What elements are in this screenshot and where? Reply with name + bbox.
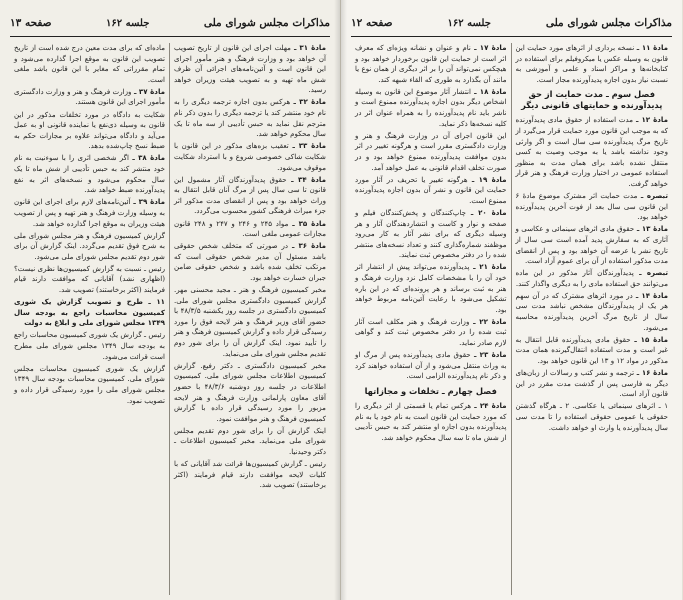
article-paragraph — [14, 43, 165, 85]
article-number: تبصره ـ — [637, 191, 668, 201]
article-number: مادهٔ ۳۳ ـ — [288, 141, 327, 151]
article-paragraph — [174, 141, 326, 173]
article-paragraph — [516, 335, 669, 367]
article-text: آئین‌نامه‌های لازم برای اجرای این قانون به وسیله وزارت فرهنگ و هنر تهیه و پس از تصویب هیئت وزیران به موقع اجرا گذارده خواهد شد. — [14, 197, 165, 228]
article-number: مادهٔ ۱۲ ـ — [633, 115, 668, 125]
article-paragraph — [516, 368, 669, 400]
right-page-number: صفحه ۱۲ — [351, 17, 393, 29]
article-number: مادهٔ ۲۲ ـ — [469, 316, 507, 326]
article-text: حقوق مادی اثرهای سینمائی و عکاسی و آثاری که به سفارش پدید آمده است سی سال از تاریخ نشر یا عرضه آن خواهد بود و پس از انقضای مدت مذکور استفاده از آن برای عموم آزاد است. — [515, 224, 668, 266]
article-text: نسخه برداری از اثرهای مورد حمایت این قانون به وسیله عکس یا میکروفیلم برای استفاده در کتابخانه‌ها و مراکز اسناد و علمی و آموزشی به نسبت نیاز بدون اجازه پدیدآورنده مجاز است. — [515, 43, 668, 84]
right-page-column-left — [351, 43, 512, 595]
article-number: مادهٔ ۱۳ ـ — [634, 224, 668, 234]
article-paragraph — [516, 115, 669, 189]
left-page-column-right — [170, 43, 330, 595]
article-paragraph — [14, 330, 165, 362]
article-text: رئیس ـ نسبت به گزارش کمیسیون‌ها نظری نیست؟ (اظهاری نشد) آقایانی که موافقت دارند قیام فرمایند (اکثر برخاستند) تصویب شد. — [14, 263, 165, 295]
article-number: مادهٔ ۱۹ ـ — [467, 174, 507, 184]
article-paragraph — [516, 43, 669, 85]
article-paragraph — [14, 364, 165, 406]
article-paragraph — [174, 97, 326, 139]
article-text: چاپ‌کنندگان و پخش‌کنندگان فیلم و صفحه و نوار و کاست و انتشاردهندگان آثار و هر وسیله دیگری که برای نشر آثار به کار می‌رود موظفند شماره‌گذاری کنند و تعداد نسخه‌های منتشر شده را در دفتر مخصوص ثبت نمایند. — [355, 207, 507, 260]
article-text: حقوق پدیدآورندگان آثار مشمول این قانون تا سی سال پس از مرگ آنان قابل انتقال به وراث خواهد بود و پس از انقضای مدت مذکور اثر جزء میراث فرهنگی کشور محسوب می‌گردد. — [174, 174, 326, 216]
right-page-column-right — [512, 43, 673, 595]
article-paragraph — [174, 285, 326, 359]
article-number: مادهٔ ۱۷ ـ — [470, 43, 507, 52]
article-text: مهلت اجرای این قانون از تاریخ تصویب آن خواهد بود و وزارت فرهنگ و هنر مأمور اجرای این قانون است و آئین‌نامه‌های اجرائی آن ظرف شش ماه تهیه و به تصویب هیئت وزیران خواهد رسید. — [174, 43, 326, 95]
article-paragraph — [355, 350, 507, 382]
right-page-columns — [351, 43, 672, 595]
article-text: پدیدآورندگان آثار مذکور در این ماده می‌توانند حق استفاده مادی را به دیگری واگذار کنند. — [515, 268, 668, 288]
article-number: مادهٔ ۱۴ ـ — [632, 290, 668, 300]
article-paragraph — [14, 231, 165, 263]
article-number: مادهٔ ۲۰ ـ — [466, 207, 507, 217]
article-number: مادهٔ ۱۱ ـ — [634, 43, 669, 52]
article-text: گزارش کمیسیون فرهنگ و هنر مجلس شورای ملی به شرح فوق تقدیم می‌گردد. اینک گزارش آن برای شور دوم تقدیم مجلس شورای ملی می‌شود. — [14, 230, 165, 261]
article-paragraph — [355, 43, 507, 85]
article-text: ۱ ـ اثرهای سینمائی یا عکاسی. ۲ ـ هرگاه گذشتن حقوقی یا عمومی حقوقی استفاده را تا مدت سی سال پدیدآورنده یا وارث او خواهد داشت. — [515, 401, 669, 432]
article-number: مادهٔ ۲۱ ـ — [469, 262, 507, 272]
chapter-heading: فصل چهارم ـ تخلفات و مجازاتها — [364, 385, 497, 396]
article-paragraph — [14, 153, 165, 195]
article-number: مادهٔ ۲۳ ـ — [470, 350, 507, 360]
gutter-shadow — [334, 0, 340, 600]
article-text: نام و عنوان و نشانه ویژه‌ای که معرف اثر است از حمایت این قانون برخوردار خواهد بود و هیچکس نمی‌تواند آن را بر اثر دیگری از همان نوع یا مانند آن بگذارد به طوری که القاء شبهه کند. — [355, 43, 507, 84]
article-text: این قانون اجرای آن در وزارت فرهنگ و هنر و وزارت دادگستری مقرر است و هرگونه تغییر در اثر بدون موافقت پدیدآورنده ممنوع خواهد بود و در صورت تخلف اقدام قانونی به عمل خواهد آمد. — [355, 130, 507, 172]
article-number: تبصره ـ — [633, 268, 669, 278]
article-text: انتشار آثار موضوع این قانون به وسیله اشخاص دیگر بدون اجازه پدیدآورنده ممنوع است و ناشر باید نام پدیدآورنده را به همراه عنوان اثر در کلیه نسخه‌ها ذکر نماید. — [355, 86, 507, 128]
article-paragraph — [516, 401, 669, 433]
article-paragraph — [14, 110, 165, 152]
article-paragraph — [174, 459, 326, 491]
article-paragraph — [516, 224, 669, 266]
left-page-session: جلسه ۱۶۲ — [106, 17, 150, 29]
article-paragraph — [174, 219, 326, 240]
left-page — [0, 0, 341, 600]
article-number: مادهٔ ۱۶ ـ — [634, 368, 669, 378]
left-page-title: مذاکرات مجلس شورای ملی — [203, 17, 330, 29]
article-number: مادهٔ ۳۸ ـ — [128, 153, 165, 163]
article-text: گزارش یک شوری کمیسیون محاسبات مجلس شورای ملی. کمیسیون محاسبات بودجه سال ۱۳۴۹ مجلس شورای ملی را مورد رسیدگی قرار داده و تصویب نمود. — [14, 363, 165, 405]
article-text: اینک گزارش آن را برای شور دوم تقدیم مجلس شورای ملی می‌نماید. مخبر کمیسیون اطلاعات ـ دکتر وحیدنیا. — [174, 425, 326, 456]
article-text: اگر شخصی اثری را با سوءنیت به نام خود منتشر کند به حبس تأدیبی از شش ماه تا یک سال محکوم می‌شود و نسخه‌های اثر به نفع پدیدآورنده ضبط خواهد شد. — [14, 153, 165, 195]
article-text: مدت حمایت اثر مشترک موضوع مادهٔ ۶ این قانون سی سال بعد از فوت آخرین پدیدآورنده خواهد بود. — [515, 191, 668, 222]
left-page-column-left — [10, 43, 170, 595]
article-number: مادهٔ ۲۴ ـ — [471, 400, 507, 410]
article-text: وزارت فرهنگ و هنر و وزارت دادگستری مأمور اجرای این قانون هستند. — [14, 86, 165, 107]
article-text: ترجمه و نشر کتب و رسالات از زبان‌های دیگر به فارسی پس از گذشت مدت مقرر در این قانون آزاد است. — [515, 368, 668, 399]
article-text: هرگونه تغییر یا تحریف در آثار مورد حمایت این قانون و نشر آن بدون اجازه پدیدآورنده ممنوع است. — [355, 174, 507, 205]
right-page — [341, 0, 682, 600]
article-paragraph — [14, 197, 165, 229]
right-page-title: مذاکرات مجلس شورای ملی — [545, 17, 672, 29]
article-paragraph — [516, 291, 669, 333]
article-number: مادهٔ ۳۶ ـ — [288, 241, 327, 251]
article-paragraph — [355, 401, 507, 443]
article-text: هرکس تمام یا قسمتی از اثر دیگری را که مورد حمایت این قانون است به نام خود یا به نام پدیدآورنده بدون اجازه او منتشر کند به حبس تأدیبی از شش ماه تا سه سال محکوم خواهد شد. — [355, 400, 507, 442]
left-page-header — [10, 10, 330, 37]
article-paragraph — [355, 87, 507, 129]
article-number: مادهٔ ۳۲ ـ — [290, 97, 326, 107]
article-text: رئیس ـ گزارش کمیسیون‌ها قرائت شد آقایانی که با کلیات لایحه موافقت دارند قیام فرمایند (اکثر برخاستند) تصویب شد. — [174, 459, 326, 490]
article-paragraph — [174, 426, 326, 458]
article-paragraph — [14, 264, 165, 296]
article-text: مخبر کمیسیون فرهنگ و هنر ـ مجید محسنی مهر. گزارش کمیسیون دادگستری مجلس شورای ملی. کمیسیون دادگستری در جلسه روز یکشنبه ۴۸/۳/۵ با حضور آقای وزیر فرهنگ و هنر لایحه فوق را مورد رسیدگی قرار داده و گزارش کمیسیون فرهنگ و هنر را تأیید نمود. اینک گزارش آن را برای شور دوم تقدیم مجلس شورای ملی می‌نماید. — [174, 285, 327, 358]
article-text: مواد ۲۴۵ و ۲۴۶ و ۲۴۷ و ۲۴۸ قانون مجازات عمومی ملغی است. — [174, 218, 326, 239]
article-paragraph — [14, 87, 165, 108]
article-text: در صورتی که متخلف شخص حقوقی باشد مسئول آن مدیر شخص حقوقی است که مرتکب تخلف شده باشد و شخص حقوقی ضامن جبران خسارت خواهد بود. — [174, 241, 326, 282]
article-text: پدیدآورنده می‌تواند پیش از انتشار اثر خود آن را با مشخصات کامل نزد وزارت فرهنگ و هنر به ثبت برساند و هر پرونده‌ای که در این باره تشکیل می‌شود با رعایت آئین‌نامه مربوط خواهد بود. — [355, 262, 507, 314]
article-number: مادهٔ ۳۱ ـ — [290, 43, 326, 52]
right-page-header — [351, 10, 672, 37]
article-paragraph — [355, 262, 507, 315]
right-page-session: جلسه ۱۶۲ — [447, 17, 491, 29]
article-number: مادهٔ ۳۷ ـ — [131, 86, 165, 96]
article-paragraph — [355, 131, 507, 173]
article-number: مادهٔ ۱۵ ـ — [630, 334, 668, 344]
gutter-shadow — [341, 0, 347, 600]
article-paragraph — [516, 191, 669, 223]
article-text: شکایت به دادگاه در مورد تخلفات مذکور در این قانون به وسیله ذی‌نفع یا نماینده قانونی او به عمل می‌آید و دادگاه می‌تواند علاوه بر مجازات حکم به ضبط نسخ چاپ‌شده بدهد. — [14, 109, 165, 151]
article-text: حقوق مادی پدیدآورنده قابل انتقال به غیر است و مدت استفاده انتقال‌گیرنده همان مدت مذکور در مواد ۱۲ و ۱۳ این قانون خواهد بود. — [515, 334, 668, 365]
article-number: مادهٔ ۳۵ ـ — [288, 218, 327, 228]
article-paragraph — [174, 361, 326, 425]
article-number: مادهٔ ۳۹ ـ — [130, 197, 165, 207]
article-text: وزارت فرهنگ و هنر مکلف است آثار ثبت شده را در دفتر مخصوص ثبت کند و گواهی لازم صادر نماید. — [355, 316, 507, 348]
chapter-heading: فصل سوم ـ مدت حمایت از حق پدیدآورنده و حمایتهای قانونی دیگر — [521, 89, 663, 111]
article-number: مادهٔ ۳۴ ـ — [286, 174, 326, 184]
article-text: حقوق مادی پدیدآورنده پس از مرگ او به وراث منتقل می‌شود و از آن استفاده خواهند کرد و ذکر نام پدیدآورنده الزامی است. — [355, 350, 507, 381]
article-text: مدت استفاده از حقوق مادی پدیدآورنده که به موجب این قانون مورد حمایت قرار می‌گیرد از تاریخ مرگ پدیدآورنده سی سال است و اگر وارثی وجود نداشته باشد یا به موجب وصیت به کسی منتقل نشده باشد برای همان مدت به منظور استفاده عمومی در اختیار وزارت فرهنگ و هنر قرار خواهد گرفت. — [515, 115, 668, 188]
left-page-columns — [10, 43, 330, 595]
article-paragraph — [355, 175, 507, 207]
article-paragraph — [174, 43, 326, 96]
article-paragraph — [355, 317, 507, 349]
article-paragraph — [174, 241, 326, 283]
article-text: هرکس بدون اجازه ترجمه دیگری را به نام خود منتشر کند یا ترجمه دیگری را بدون ذکر نام مترجم نقل نماید به حبس تأدیبی از سه ماه تا یک سال محکوم خواهد شد. — [174, 97, 326, 139]
article-paragraph — [516, 268, 669, 289]
article-text: در مورد اثرهای مشترک که در آن سهم هر یک از پدیدآورندگان مشخص نباشد مدت سی سال از تاریخ مرگ آخرین پدیدآورنده محاسبه می‌شود. — [515, 290, 668, 332]
article-paragraph — [355, 208, 507, 261]
article-text: رئیس ـ گزارش یک شوری کمیسیون محاسبات راجع به بودجه سال ۱۳۴۹ مجلس شورای ملی مطرح است قرائت می‌شود. — [14, 330, 165, 361]
article-text: مخبر کمیسیون دادگستری ـ دکتر رفیع. گزارش کمیسیون اطلاعات مجلس شورای ملی. کمیسیون اطلاعات در جلسه روز دوشنبه ۴۸/۳/۶ با حضور آقای معاون پارلمانی وزارت فرهنگ و هنر لایحه مزبور را مورد رسیدگی قرار داده با گزارش کمیسیون فرهنگ و هنر موافقت نمود. — [174, 360, 326, 423]
agenda-item-title — [14, 297, 165, 329]
left-page-number: صفحه ۱۳ — [10, 17, 52, 29]
article-text: ۱۱ ـ طرح و تصویب گزارش یک شوری کمیسیون محاسبات راجع به بودجه سال ۱۳۴۹ مجلس شورای ملی و ابلاغ به دولت — [14, 297, 165, 328]
article-text: ماده‌ای که برای مدت معین درج شده است از تاریخ تصویب این قانون به موقع اجرا گذارده می‌شود و تمام مقرراتی که مغایر با این قانون باشد ملغی است. — [14, 43, 165, 84]
article-number: مادهٔ ۱۸ ـ — [470, 86, 507, 96]
article-text: تعقیب بزه‌های مذکور در این قانون با شکایت شاکی خصوصی شروع و با استرداد شکایت موقوف می‌شود. — [174, 141, 326, 172]
article-paragraph — [174, 175, 326, 217]
